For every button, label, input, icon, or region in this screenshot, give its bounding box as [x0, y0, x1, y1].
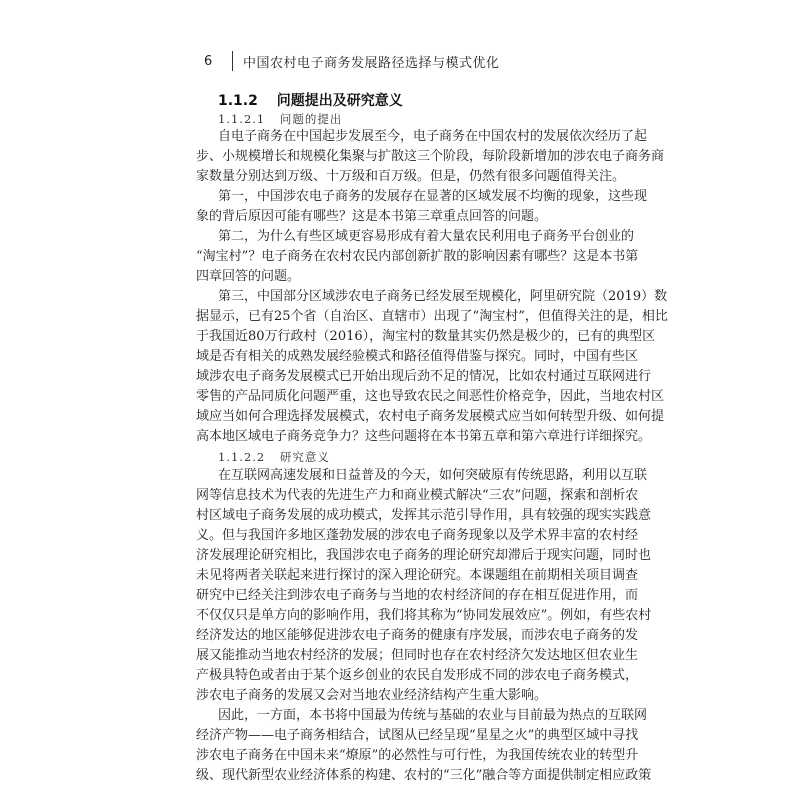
body-line: 涉农电子商务的发展又会对当地农业经济结构产生重大影响。: [196, 688, 548, 703]
page-number: 6: [204, 53, 213, 69]
body-line: 涉农电子商务在中国未来“燎原”的必然性与可行性，为我国传统农业的转型升: [196, 748, 639, 763]
body-line: 经济发达的地区能够促进涉农电子商务的健康有序发展，而涉农电子商务的发: [196, 628, 639, 643]
subsection-heading: [218, 449, 330, 465]
body-line: 于我国近80万行政村（2016），淘宝村的数量其实仍然是极少的，已有的典型区: [196, 329, 656, 344]
body-line: 在互联网高速发展和日益普及的今天，如何突破原有传统思路，利用以互联: [218, 468, 648, 483]
body-line: 不仅仅只是单方向的影响作用，我们将其称为“协同发展效应”。例如，有些农村: [196, 608, 652, 623]
body-line: 未见将两者关联起来进行探讨的深入理论研究。本课题组在前期相关项目调查: [196, 568, 639, 583]
body-line: 第一，中国涉农电子商务的发展存在显著的区域发展不均衡的现象，这些现: [218, 189, 648, 204]
running-title: 中国农村电子商务发展路径选择与模式优化: [243, 55, 500, 71]
body-line: 域是否有相关的成熟发展经验模式和路径值得借鉴与探究。同时，中国有些区: [196, 349, 639, 364]
page-header: [204, 50, 500, 72]
body-line: 高本地区域电子商务竞争力？这些问题将在本书第五章和第六章进行详细探究。: [196, 429, 652, 444]
body-line: 据显示，已有25个省（自治区、直辖市）出现了“淘宝村”，但值得关注的是，相比: [196, 309, 668, 324]
subsection-title: 研究意义: [279, 450, 330, 464]
body-line: 自电子商务在中国起步发展至今，电子商务在中国农村的发展依次经历了起: [218, 129, 648, 144]
body-line: 级、现代新型农业经济体系的构建、农村的“三化”融合等方面提供制定相应政策: [196, 768, 652, 783]
subsection-number: 1.1.2.1: [218, 112, 266, 126]
body-line: 第二，为什么有些区域更容易形成有着大量农民利用电子商务平台创业的: [218, 229, 635, 244]
body-line: 域涉农电子商务发展模式已开始出现后劲不足的情况，比如农村通过互联网进行: [196, 369, 652, 384]
body-line: 展又能推动当地农村经济的发展；但同时也存在农村经济欠发达地区但农业生: [196, 648, 639, 663]
body-line: 步、小规模增长和规模化集聚与扩散这三个阶段，每阶段新增加的涉农电子商务商: [196, 149, 665, 164]
body-line: 象的背后原因可能有哪些？这是本书第三章重点回答的问题。: [196, 209, 548, 224]
subsection-title: 问题的提出: [279, 112, 343, 126]
body-line: 义。但与我国许多地区蓬勃发展的涉农电子商务现象以及学术界丰富的农村经: [196, 528, 639, 543]
body-line: 济发展理论研究相比，我国涉农电子商务的理论研究却滞后于现实问题，同时也: [196, 548, 652, 563]
body-line: 因此，一方面，本书将中国最为传统与基础的农业与目前最为热点的互联网: [218, 708, 648, 723]
body-line: 网等信息技术为代表的先进生产力和商业模式解决“三农”问题，探索和剖析农: [196, 488, 639, 503]
body-line: 家数量分别达到万级、十万级和百万级。但是，仍然有很多问题值得关注。: [196, 169, 626, 184]
body-line: 产极具特色或者由于某个返乡创业的农民自发形成不同的涉农电子商务模式，: [196, 668, 639, 683]
body-line: 经济产物——电子商务相结合，试图从已经呈现“星星之火”的典型区域中寻找: [196, 728, 639, 743]
body-line: 第三，中国部分区域涉农电子商务已经发展至规模化，阿里研究院（2019）数: [218, 289, 668, 304]
header-divider: [232, 51, 233, 71]
body-line: 村区域电子商务发展的成功模式，发挥其示范引导作用，具有较强的现实实践意: [196, 508, 652, 523]
section-number: 1.1.2: [218, 93, 258, 109]
body-line: 零售的产品同质化问题严重，这也导致农民之间恶性价格竞争，因此，当地农村区: [196, 389, 665, 404]
section-title: 问题提出及研究意义: [276, 93, 403, 109]
body-line: 研究中已经关注到涉农电子商务与当地的农村经济间的存在相互促进作用，而: [196, 588, 639, 603]
subsection-heading: [218, 111, 342, 127]
body-line: “淘宝村”？电子商务在农村农民内部创新扩散的影响因素有哪些？这是本书第: [196, 249, 639, 264]
subsection-number: 1.1.2.2: [218, 450, 266, 464]
body-line: 四章回答的问题。: [196, 269, 301, 284]
section-heading: [218, 90, 403, 110]
body-line: 域应当如何合理选择发展模式，农村电子商务发展模式应当如何转型升级、如何提: [196, 409, 665, 424]
